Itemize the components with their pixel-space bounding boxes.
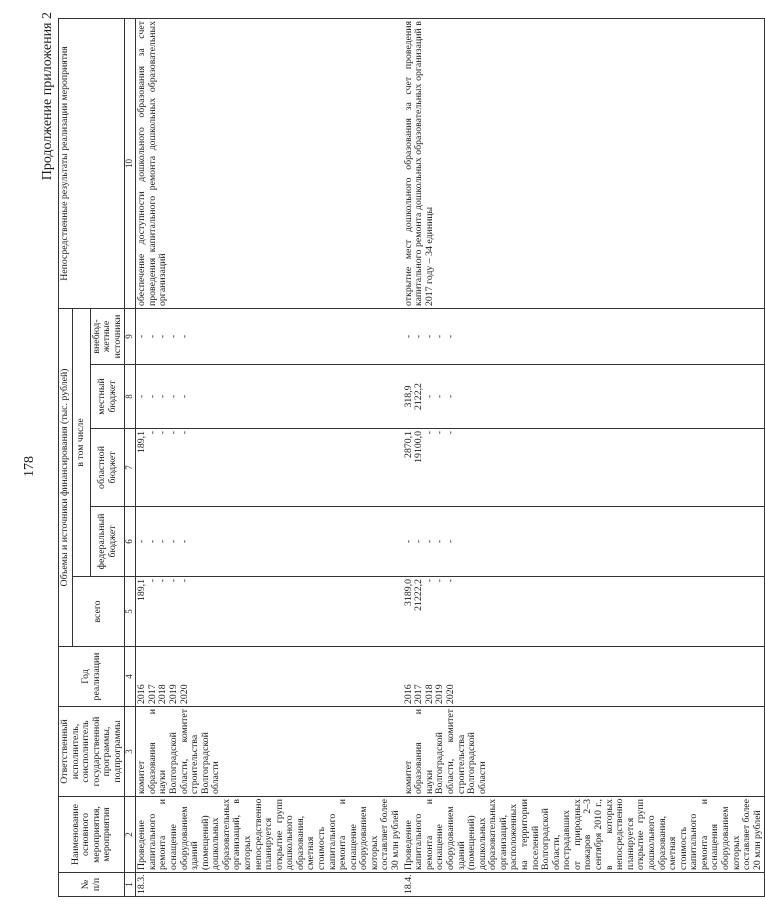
total-values [136, 577, 403, 647]
year-value: 2016 [136, 684, 148, 704]
year-list [403, 647, 765, 707]
extra-value: - [136, 334, 148, 339]
year-value: 2018 [157, 684, 169, 704]
total-value: - [178, 579, 190, 583]
table-row [403, 18, 765, 896]
table-row [136, 18, 403, 896]
regional-values [136, 429, 403, 507]
regional-value: 2870,1 [402, 431, 414, 458]
responsible-executor: комитет образования и науки Волгоградской области, комитет строительства Волгоградской области [403, 707, 765, 797]
year-value: 2019 [167, 684, 179, 704]
federal-value: - [146, 539, 158, 544]
header-year: Год реализации [59, 647, 125, 707]
header-responsible: Ответственный исполнитель, соисполнитель государственной программы, подпрограммы [59, 707, 125, 797]
column-number-row [125, 18, 136, 896]
regional-value: 19100,0 [413, 431, 425, 463]
row-number: 18.3. [136, 873, 403, 897]
total-value: - [157, 579, 169, 583]
year-value: 2018 [423, 684, 435, 704]
federal-value: - [423, 539, 435, 544]
regional-value: - [157, 431, 169, 435]
local-value: - [136, 394, 148, 399]
federal-value: - [178, 539, 190, 544]
local-value: - [157, 394, 169, 399]
extra-value: - [413, 334, 425, 339]
total-value: - [434, 579, 446, 583]
local-value: - [423, 394, 435, 399]
year-list [136, 647, 403, 707]
federal-value: - [157, 539, 169, 544]
federal-value: - [444, 539, 456, 544]
year-value: 2020 [444, 684, 456, 704]
col-num: 8 [125, 365, 136, 429]
col-num: 3 [125, 707, 136, 797]
regional-value: - [423, 431, 435, 435]
total-value: - [167, 579, 179, 583]
total-value: - [444, 579, 456, 583]
local-values [136, 365, 403, 429]
federal-values [403, 507, 765, 577]
header-local: местный бюджет [90, 365, 125, 429]
col-num: 5 [125, 577, 136, 647]
total-value: 3189,0 [402, 579, 414, 606]
col-num: 4 [125, 647, 136, 707]
extra-values [136, 308, 403, 364]
header-regional: областной бюджет [90, 429, 125, 507]
header-row-1 [59, 18, 73, 896]
header-funding-group: Объемы и источники финансирования (тыс. рублей) [59, 308, 73, 646]
extra-values [403, 308, 765, 364]
extra-value: - [444, 334, 456, 339]
regional-values [403, 429, 765, 507]
year-value: 2017 [413, 684, 425, 704]
regional-value: - [146, 431, 158, 435]
regional-value: - [167, 431, 179, 435]
local-value: - [178, 394, 190, 399]
year-value: 2016 [402, 684, 414, 704]
total-value: - [146, 579, 158, 583]
event-result: открытие мест дошкольного образования за счет проведения капитального ремонта дошкольных образовательных организаций в 2017 году – 34 единицы [403, 18, 765, 308]
header-name: Наименование основного мероприятия, мероприятия [59, 797, 125, 873]
total-value: 189,1 [136, 579, 148, 602]
col-num: 6 [125, 507, 136, 577]
local-values [403, 365, 765, 429]
row-number: 18.4. [403, 873, 765, 897]
federal-values [136, 507, 403, 577]
total-value: 21222,2 [413, 579, 425, 611]
col-num: 9 [125, 308, 136, 364]
responsible-executor: комитет образования и науки Волгоградской области, комитет строительства Волгоградской области [136, 707, 403, 797]
local-value: 2122,2 [413, 383, 425, 410]
event-result: обеспечение доступности дошкольного образования за счет проведения капитального ремонта дошкольных образовательных организаций [136, 18, 403, 308]
local-value: - [167, 394, 179, 399]
local-value: - [434, 394, 446, 399]
federal-value: - [167, 539, 179, 544]
total-value: - [423, 579, 435, 583]
header-results: Непосредственные результаты реализации мероприятия [59, 18, 125, 308]
extra-value: - [167, 334, 179, 339]
total-values [403, 577, 765, 647]
extra-value: - [423, 334, 435, 339]
program-table [58, 18, 765, 897]
col-num: 1 [125, 873, 136, 897]
header-extra: внебюд-жетные источники [90, 308, 125, 364]
header-total: всего [72, 577, 125, 647]
event-name: Проведение капитального ремонта и оснащение оборудованием зданий (помещений) дошкольных образовательных организаций, расположенных на территории поселений Волгоградской области, пострадавших от природных пожаров 2–3 сентября 2010 г., в которых непосредственно планируется открытие групп дошкольного образования, сметная стоимость капитального ремонта и оснащения оборудованием которых составляет более 20 млн рублей [403, 797, 765, 873]
year-value: 2019 [434, 684, 446, 704]
regional-value: 189,1 [136, 431, 148, 454]
extra-value: - [157, 334, 169, 339]
event-name: Проведение капитального ремонта и оснащение оборудованием зданий (помещений) дошкольных образовательных организаций, в которых непосредственно планируется открытие групп дошкольного образования, сметная стоимость капитального ремонта и оснащение оборудованием которых составляет более 30 млн рублей [136, 797, 403, 873]
col-num: 2 [125, 797, 136, 873]
local-value: - [146, 394, 158, 399]
extra-value: - [402, 334, 414, 339]
local-value: 318,9 [402, 385, 414, 408]
header-num: № п/п [59, 873, 125, 897]
col-num: 10 [125, 18, 136, 308]
header-federal: федеральный бюджет [90, 507, 125, 577]
col-num: 7 [125, 429, 136, 507]
extra-value: - [146, 334, 158, 339]
header-incl: в том числе [72, 308, 90, 576]
federal-value: - [402, 539, 414, 544]
regional-value: - [444, 431, 456, 435]
year-value: 2020 [178, 684, 190, 704]
federal-value: - [136, 539, 148, 544]
extra-value: - [178, 334, 190, 339]
extra-value: - [434, 334, 446, 339]
regional-value: - [178, 431, 190, 435]
federal-value: - [434, 539, 446, 544]
regional-value: - [434, 431, 446, 435]
continuation-title: Продолжение приложения 2 [40, 12, 55, 181]
page-number: 178 [22, 456, 37, 477]
federal-value: - [413, 539, 425, 544]
local-value: - [444, 394, 456, 399]
year-value: 2017 [146, 684, 158, 704]
